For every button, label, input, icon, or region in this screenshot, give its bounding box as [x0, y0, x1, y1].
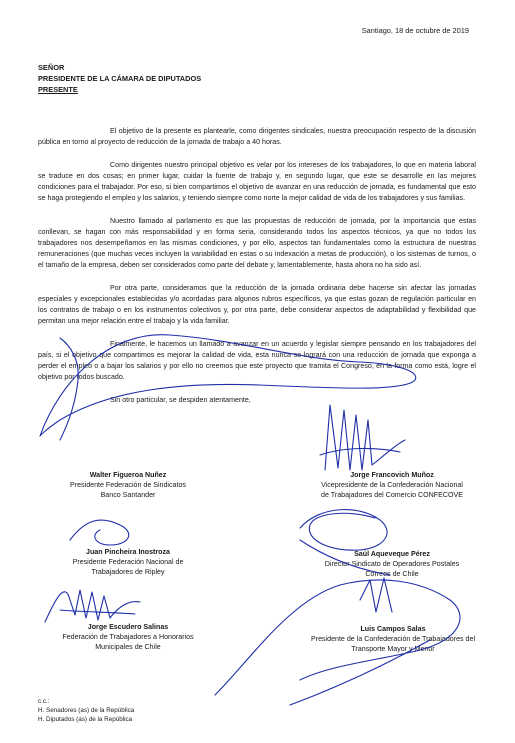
signatory-org: Transporte Mayor y Menor [351, 645, 435, 653]
addressee-presente: PRESENTE [38, 85, 78, 94]
signatory-name: Jorge Francovich Muñoz [350, 471, 434, 479]
signatory-aqueveque [292, 549, 492, 579]
signatory-role: Presidente Federación Nacional de [72, 558, 184, 566]
paragraph-1: El objetivo de la presente es plantearle, como dirigentes sindicales, nuestra preocupación respecto de la discusión pública en torno al proyecto de reducción de la jornada de trabajo a 40 horas. [38, 127, 476, 146]
signatory-org: de Trabajadores del Comercio CONFECOVE [321, 491, 463, 499]
signatory-org: Trabajadores de Ripley [91, 568, 165, 576]
closing-line: Sin otro particular, se despiden atentamente, [110, 396, 251, 404]
signatory-role: Federación de Trabajadores a Honorarios [62, 633, 194, 641]
addressee-role: PRESIDENTE DE LA CÁMARA DE DIPUTADOS [38, 74, 202, 83]
paragraph-3: Nuestro llamado al parlamento es que las propuestas de reducción de jornada, por la importancia que estas conllevan, se hagan con más responsabilidad y en forma seria, considerando todos los aspectos técnicos, ya que no todos los trabajadores nos desempeñamos en las mismas condiciones, y por ello, aspectos tan fundamentales como la estructura de nuestras remuneraciones (que muchas veces incluyen la variabilidad en estas o su indexación a metas de producción), o los sistemas de turnos, o el tamaño de la empresa, deben ser considerados como parte del debate y, lamentablemente, hasta ahora no ha sido así. [38, 217, 476, 269]
signature-pincheira [70, 520, 129, 545]
signatory-francovich [292, 470, 492, 500]
addressee-block [38, 62, 201, 95]
signatory-figueroa [38, 470, 218, 500]
signatory-name: Jorge Escudero Salinas [87, 623, 169, 631]
signatory-name: Walter Figueroa Nuñez [89, 471, 167, 479]
signature-aqueveque [300, 510, 387, 551]
carbon-copy-block [38, 697, 134, 724]
signatory-campos [282, 624, 504, 654]
signatory-pincheira [38, 547, 218, 577]
signatory-role: Presidente de la Confederación de Trabajadores del [310, 635, 476, 643]
letter-body [38, 126, 476, 418]
paragraph-4: Por otra parte, consideramos que la reducción de la jornada ordinaria debe hacerse sin afectar las jornadas especiales y excepcionales establecidas y/o acordadas para algunos rubros específicos, ya que estas gozan de regulación particular en los contratos de trabajo o en los instrumentos colectivos y, por otra parte, debe considerar aspectos de adaptabilidad y flexibilidad que permitan una mejor relación entre el trabajo y la vida familiar. [38, 284, 476, 325]
signatory-role: Vicepresidente de la Confederación Nacional [321, 481, 463, 489]
signatory-name: Saúl Aqueveque Pérez [354, 550, 430, 558]
signatory-role: Director Sindicato de Operadores Postales [324, 560, 460, 568]
signatory-org: Municipales de Chile [95, 643, 161, 651]
cc-label: c.c.: [38, 698, 50, 705]
signatory-name: Luis Campos Salas [360, 625, 426, 633]
cc-deputies: H. Diputados (as) de la República [38, 716, 133, 723]
signatory-org: Correos de Chile [365, 570, 419, 578]
signatory-org: Banco Santander [100, 491, 156, 499]
signatory-name: Juan Pincheira Inostroza [86, 548, 170, 556]
signature-escudero [45, 590, 140, 622]
cc-senators: H. Senadores (as) de la República [38, 707, 135, 714]
addressee-title: SEÑOR [38, 63, 65, 72]
paragraph-5: Finalmente, le hacemos un llamado a avanzar en un acuerdo y legislar siempre pensando en los trabajadores del país, si el objetivo que compartimos es mejorar la calidad de vida, esta nunca se logrará con una reducción de jornada que exponga a perder el empleo o a bajar los salarios y por ello no creemos que este proyecto que tramita el Congreso, en la forma como está, logre el objetivo por todos buscado. [38, 340, 476, 381]
signatory-role: Presidente Federación de Sindicatos [70, 481, 186, 489]
letter-date: Santiago, 18 de octubre de 2019 [361, 26, 469, 35]
paragraph-2: Como dirigentes nuestro principal objetivo es velar por los intereses de los trabajadores, lo que en materia laboral se traduce en dos cosas; en primer lugar, cuidar la fuente de trabajo y, en segundo lugar, que este se desarrolle en las mejores condiciones para el trabajador. Por eso, si bien compartimos el objetivo de avanzar en una reducción de jornada, es fundamental que esto se haga protegiendo el empleo y los salarios, y teniendo siempre como norte la mejor calidad de vida de los trabajadores y sus familias. [38, 161, 476, 202]
signatory-escudero [38, 622, 218, 652]
